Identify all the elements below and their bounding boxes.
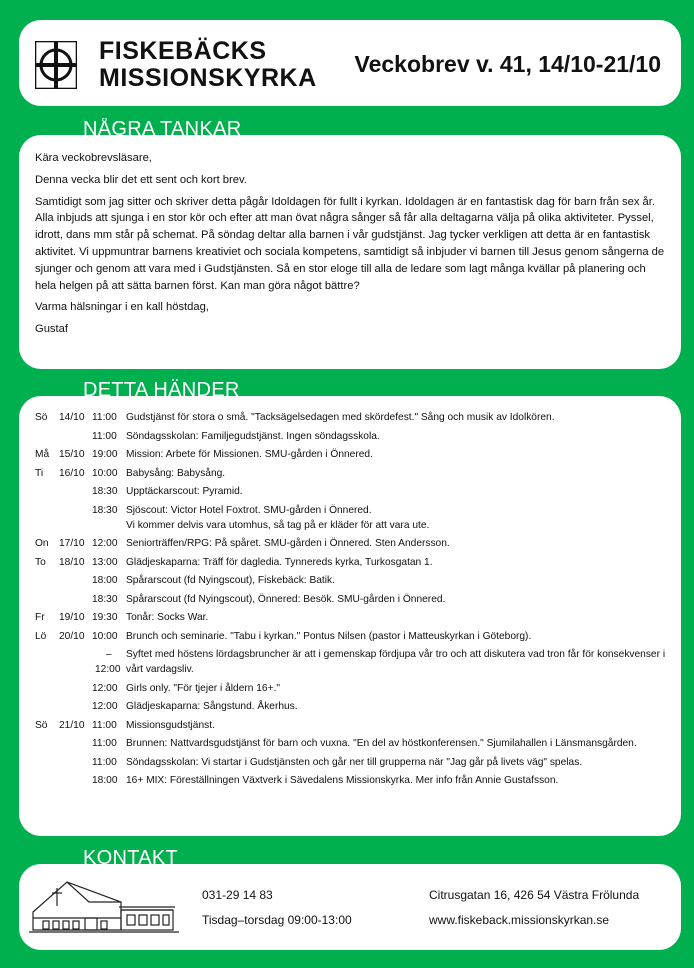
event-description: 16+ MIX: Föreställningen Växtverk i Sävedalens Missionskyrka. Mer info från Annie Gustafsson.	[126, 775, 559, 786]
event-description: Söndagsskolan: Familjegudstjänst. Ingen söndagsskola.	[126, 430, 380, 442]
event-date: 20/10	[59, 630, 85, 642]
event-day: Fr	[35, 612, 45, 623]
event-day: Lö	[35, 630, 47, 642]
event-row	[19, 681, 681, 696]
event-day: Sö	[35, 412, 48, 423]
contact-phone: 031-29 14 83	[202, 888, 273, 902]
event-time: 18:00	[92, 575, 118, 586]
org-name-line1: FISKEBÄCKS	[99, 37, 267, 65]
section-title-contact: KONTAKT	[83, 847, 179, 864]
newsletter-title: Veckobrev v. 41, 14/10-21/10	[354, 51, 661, 77]
event-time: 12:00	[95, 664, 121, 675]
event-row	[19, 755, 681, 770]
event-date: 19/10	[59, 612, 85, 623]
cross-circle-logo-icon	[35, 41, 77, 89]
event-description: Girls only. "För tjejer i åldern 16+."	[126, 682, 280, 694]
event-description: Brunch och seminarie. "Tabu i kyrkan." Pontus Nilsen (pastor i Matteuskyrkan i Göteborg).	[126, 630, 532, 642]
event-time: 12:00	[92, 682, 118, 694]
organization-name	[99, 38, 317, 92]
event-row	[19, 647, 681, 677]
event-description: Mission: Arbete för Missionen. SMU-gården i Önnered.	[126, 449, 373, 460]
event-time: 13:00	[92, 556, 118, 568]
event-description: Missionsgudstjänst.	[126, 719, 215, 731]
event-row	[19, 629, 681, 644]
event-day: Sö	[35, 719, 48, 731]
event-description: Upptäckarscout: Pyramid.	[126, 486, 243, 497]
event-description: Seniorträffen/RPG: På spåret. SMU-gården i Önnered. Sten Andersson.	[126, 538, 450, 549]
event-time: 18:30	[92, 504, 118, 516]
church-building-icon	[29, 874, 179, 936]
event-note: Vi kommer delvis vara utomhus, så tag på er kläder för att vara ute.	[126, 519, 430, 531]
event-description: Söndagsskolan: Vi startar i Gudstjänsten och går ner till grupperna när "Jag går på livets väg" spelas.	[126, 756, 583, 768]
event-description: Babysång: Babysång.	[126, 467, 226, 479]
events-card	[19, 396, 681, 836]
event-date: 18/10	[59, 556, 85, 568]
letter-paragraph: Samtidigt som jag sitter och skriver detta pågår Idoldagen för fullt i kyrkan. Idoldagen är en fantastisk dag för barn från sex år. Alla inbjuds att sjunga i en stor kör och efter att man övat några sånger så får alla deltagarna välja på olika aktiviteter. Pyssel, idrott, dans mm står på schemat. På söndag deltar alla barnen i vår gudstjänst. Jag tycker verkligen att detta är en fantastisk aktivitet. Vi uppmuntrar barnens kreativiet och sociala kompetens, samtidigt så inbjuder vi barnen till Jesus genom sångerna de sjunger och genom att vara med i Gudstjänsten. Så en stor eloge till alla de ledare som lagt många kvällar på planering och hela helgen på att sätta barnen först. Kan man göra något bättre?	[35, 195, 665, 292]
event-row	[19, 555, 681, 570]
event-row	[19, 503, 681, 533]
event-day: Må	[35, 449, 50, 460]
event-date: 16/10	[59, 467, 85, 479]
event-day: Ti	[35, 467, 44, 479]
events-list	[19, 410, 681, 792]
event-description: Brunnen: Nattvardsgudstjänst för barn och vuxna. "En del av höstkonferensen." Sjumilahallen i Länsmansgården.	[126, 738, 637, 749]
event-row	[19, 429, 681, 444]
event-row	[19, 536, 681, 551]
section-title-thoughts: NÅGRA TANKAR	[83, 118, 242, 135]
event-row	[19, 610, 681, 625]
event-date: 21/10	[59, 719, 85, 731]
event-row	[19, 718, 681, 733]
event-description: Syftet med höstens lördagsbruncher är att i gemenskap fördjupa vår tro och att diskutera vad tron får för konsekvenser i vårt vardagsliv.	[126, 649, 666, 675]
event-time: 10:00	[92, 467, 118, 479]
event-row	[19, 484, 681, 499]
event-time: 19:00	[92, 449, 118, 460]
event-description: Glädjeskaparna: Sångstund. Åkerhus.	[126, 701, 298, 712]
letter-text	[35, 150, 665, 343]
org-name-line2: MISSIONSKYRKA	[99, 64, 317, 92]
event-time: 18:30	[92, 486, 118, 497]
event-time: 11:00	[92, 756, 117, 768]
event-row	[19, 736, 681, 751]
contact-card	[19, 864, 681, 950]
event-description: Spårarscout (fd Nyingscout), Önnered: Besök. SMU-gården i Önnered.	[126, 593, 446, 605]
letter-paragraph: Kära veckobrevsläsare,	[35, 152, 152, 164]
header-card	[19, 20, 681, 106]
event-description: Spårarscout (fd Nyingscout), Fiskebäck: Batik.	[126, 575, 335, 586]
event-row	[19, 773, 681, 788]
event-time: 19:30	[92, 612, 118, 623]
event-description: Glädjeskaparna: Träff för dagledia. Tynnereds kyrka, Turkosgatan 1.	[126, 556, 433, 568]
event-time: 11:00	[92, 738, 117, 749]
event-row	[19, 447, 681, 462]
event-date: 14/10	[59, 412, 85, 423]
event-bullet-dash: –	[106, 649, 112, 660]
event-row	[19, 699, 681, 714]
event-row	[19, 573, 681, 588]
event-description: Gudstjänst för stora o små. "Tacksägelsedagen med skördefest." Sång och musik av Idolkören.	[126, 412, 555, 423]
event-description: Tonår: Socks War.	[126, 612, 209, 623]
event-description: Sjöscout: Victor Hotel Foxtrot. SMU-gården i Önnered.	[126, 504, 372, 516]
section-title-events: DETTA HÄNDER	[83, 379, 240, 396]
event-time: 11:00	[92, 412, 117, 423]
event-time: 12:00	[92, 701, 118, 712]
event-row	[19, 410, 681, 425]
event-time: 11:00	[92, 719, 117, 731]
thoughts-card	[19, 135, 681, 369]
letter-paragraph: Varma hälsningar i en kall höstdag,	[35, 301, 209, 314]
event-date: 15/10	[59, 449, 85, 460]
letter-signature: Gustaf	[35, 323, 68, 336]
contact-hours: Tisdag–torsdag 09:00-13:00	[202, 913, 352, 927]
event-time: 18:00	[92, 775, 118, 786]
event-time: 11:00	[92, 430, 117, 442]
event-time: 10:00	[92, 630, 118, 642]
event-date: 17/10	[59, 538, 85, 549]
event-time: 12:00	[92, 538, 118, 549]
event-day: To	[35, 556, 46, 568]
contact-website-link[interactable]: www.fiskeback.missionskyrkan.se	[429, 913, 610, 927]
letter-paragraph: Denna vecka blir det ett sent och kort brev.	[35, 173, 247, 186]
event-row	[19, 466, 681, 481]
event-day: On	[35, 538, 49, 549]
event-row	[19, 592, 681, 607]
event-time: 18:30	[92, 593, 118, 605]
contact-address: Citrusgatan 16, 426 54 Västra Frölunda	[429, 888, 640, 902]
